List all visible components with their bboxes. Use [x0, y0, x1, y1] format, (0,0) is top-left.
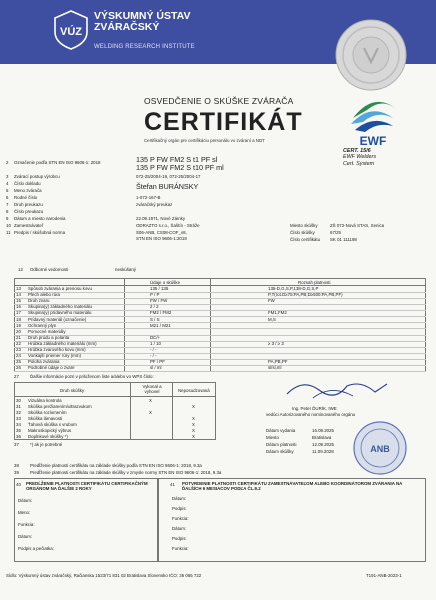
- test-row-not-tested: X: [192, 434, 195, 439]
- table-row-label: Skupina(y) základného materiálu: [28, 304, 92, 310]
- test-row-label: Makroskopický výbrus: [28, 428, 72, 433]
- field-label: Označenie podľa STN EN ISO 9606-1: 2018: [14, 160, 101, 165]
- confirmation-num: 41: [170, 482, 175, 487]
- confirmation-field-label: Podpis:: [172, 536, 187, 541]
- employer-value: ODRAZTO s.r.o., Šaštín - Stráže: [136, 223, 200, 228]
- table-row-rule: [14, 365, 426, 366]
- table-row-test: M21 / M21: [150, 322, 171, 328]
- table-row-num: 21: [16, 334, 21, 340]
- orig-value: 11.09.2028: [312, 449, 334, 454]
- valid-value: 12.09.2025: [312, 442, 334, 447]
- field-num: 9: [6, 216, 9, 221]
- institute-line1: VÝSKUMNÝ ÚSTAV: [94, 10, 191, 22]
- tests-header-rule: [14, 396, 216, 397]
- field-num: 11: [6, 230, 11, 235]
- tests-divider: [130, 382, 131, 440]
- table-row-test: - / -: [150, 353, 157, 359]
- table-head-test: Údaje o skúške: [150, 280, 181, 285]
- field-num: 8: [6, 209, 9, 214]
- tests-note: *) ak je potrebné: [30, 442, 63, 447]
- test-row-num: 31: [16, 404, 21, 409]
- field-num: 3: [6, 174, 9, 179]
- field-num: 4: [6, 181, 9, 186]
- field-num: 10: [6, 223, 11, 228]
- test-row-label: Vizuálna kontrola: [28, 398, 62, 403]
- table-row-test: - / -: [150, 347, 157, 352]
- table-row-range: PA,PB,PF: [268, 359, 288, 365]
- test-row-label: Ťahová skúška s vrubom: [28, 422, 77, 427]
- test-row-num: 33: [16, 416, 21, 421]
- confirmation-field-label: Dátum:: [172, 526, 187, 531]
- norm-value-1: S06-ANB, CS08-COF_v8,: [136, 230, 187, 235]
- field-num: 6: [6, 195, 9, 200]
- confirmation-field-label: Dátum:: [172, 496, 187, 501]
- extension-num: 40: [16, 482, 21, 487]
- certificate-title: CERTIFIKÁT: [144, 108, 303, 136]
- table-row-label: Skupina(y) prídavného materiálu: [28, 310, 92, 316]
- test-row-label: Skúška rozlomením: [28, 410, 67, 415]
- welder-name: Štefan BURÁNSKY: [136, 182, 199, 191]
- place-value: Bratislava: [312, 435, 332, 440]
- table-row-rule: [14, 298, 426, 299]
- extension-field-label: Funkcia:: [18, 522, 35, 527]
- table-row-label: Ochranný plyn: [28, 322, 57, 328]
- test-place-value: ZŠ 072-Nová STAS, Senica: [330, 223, 385, 228]
- table-row-test: 2 / 2: [150, 304, 159, 310]
- table-row-num: 18: [16, 316, 21, 322]
- ewf-line1: EWF Welders: [343, 154, 377, 161]
- table-row-range: sl/sl,ml: [268, 365, 282, 371]
- table-row-label: Druh zvaru: [28, 298, 50, 304]
- footer-address: Sídlo: Výskumný ústav zváračský, Račianska 1523/71 831 02 Bratislava Slovensko IČO: 36 065 722: [6, 573, 202, 578]
- ewf-line2: Cert. System: [343, 160, 375, 167]
- test-no-label: Číslo skúšky: [290, 230, 315, 235]
- table-row-test: sl / ml: [150, 365, 162, 371]
- test-row-num: 30: [16, 398, 21, 403]
- table-row-range: FW: [268, 298, 275, 304]
- table-row-test: S / S: [150, 316, 160, 322]
- test-place-label: Miesto skúšky: [290, 223, 318, 228]
- ewf-logo: [343, 90, 403, 148]
- ewf-logo-text: EWF: [359, 134, 387, 148]
- test-row-num: 35: [16, 428, 21, 433]
- field-label: Rodné číslo: [14, 195, 38, 200]
- institute-subtitle: WELDING RESEARCH INSTITUTE: [94, 44, 195, 50]
- knowledge-num: 12: [18, 267, 23, 272]
- certificate-description: Certifikačný orgán pre certifikáciu personálu vo zváraní a NDT: [144, 138, 265, 143]
- table-row-rule: [14, 335, 426, 336]
- table-head-range: Rozsah platnosti: [298, 280, 331, 285]
- validity-num2: 39: [14, 470, 19, 475]
- tests-head-done: Vykonal a vyhovel: [142, 384, 162, 394]
- designation-line2: 135 P FW FM2 S t10 PF ml: [136, 163, 224, 172]
- table-row-num: 23: [16, 347, 21, 352]
- footer-code: T191-ANB-2023-1: [366, 573, 402, 578]
- table-row-label: Vonkajší priemer rúry (mm): [28, 353, 81, 359]
- table-row-range: M,S: [268, 316, 276, 322]
- test-row-num: 36: [16, 434, 21, 439]
- cert-no-label: Číslo certifikátu: [290, 237, 321, 242]
- test-row-label: Skúška lámavosti: [28, 416, 63, 421]
- table-row-num: 24: [16, 353, 21, 359]
- tests-divider: [172, 382, 173, 440]
- table-row-num: 13: [16, 286, 21, 291]
- table-row-label: Druh prúdu a polarita: [28, 334, 70, 340]
- test-no-value: 67/25: [330, 230, 341, 235]
- table-row-test: P / P: [150, 292, 160, 298]
- confirmation-field-label: Funkcia:: [172, 516, 189, 521]
- cert-no-value: SK 01 111198: [330, 237, 357, 242]
- table-row-num: 14: [16, 292, 21, 298]
- table-row-rule: [14, 328, 426, 329]
- field-label: Zvárací postup výrobcu: [14, 174, 60, 179]
- validity-text2: Predĺženie platnosti certifikátu na základe skúšky v zmysle normy STN EN ISO 9606-1: 2018, 9.3a: [30, 470, 222, 475]
- test-row-not-tested: X: [192, 404, 195, 409]
- ewf-cert-number: CERT. 15/6: [343, 148, 371, 154]
- anb-stamp-text: ANB: [370, 444, 390, 454]
- ewf-caption: [343, 148, 376, 167]
- place-label: Miesto: [266, 435, 279, 440]
- table-row-test: PF / PF: [150, 359, 165, 365]
- extension-field-label: Meno:: [18, 510, 31, 515]
- table-row-range: ≥ 3 / ≥ 3: [268, 340, 284, 346]
- table-row-rule: [14, 359, 426, 360]
- norm-value-2: STN EN ISO 9606-1:2018: [136, 236, 187, 241]
- test-row-not-tested: X: [192, 428, 195, 433]
- extension-field-label: Podpis a pečiatka:: [18, 546, 54, 551]
- ext-note-num: 27: [14, 374, 19, 379]
- field-label: Číslo preukazu: [14, 209, 44, 214]
- issue-date-label: Dátum vydania: [266, 428, 296, 433]
- institute-name: [94, 11, 190, 33]
- extension-field-label: Dátum:: [18, 498, 33, 503]
- knowledge-value: neskúšaný: [115, 267, 136, 272]
- table-row-label: Hrúbka zvarového kovu (mm): [28, 347, 86, 352]
- table-row-num: 22: [16, 340, 21, 346]
- extension-field-label: Dátum:: [18, 534, 33, 539]
- field-label: Číslo dokladu: [14, 181, 41, 186]
- table-row-label: Hrúbka základného materiálu (mm): [28, 340, 97, 346]
- signatory-role: vedúci Autorizovaného nominovaného orgánu: [266, 412, 356, 417]
- valid-label: Dátum platnosti: [266, 442, 297, 447]
- vuz-logo: [53, 10, 89, 50]
- validity-num: 38: [14, 463, 19, 468]
- card-type-value: zváračský preukaz: [136, 202, 173, 207]
- table-row-num: 25: [16, 359, 21, 365]
- field-num: 7: [6, 202, 9, 207]
- wps-value: 072-25/2004-19, 072-25/2004-17: [136, 174, 201, 179]
- table-row-test: FW / FW: [150, 298, 168, 304]
- field-label: Dátum a miesto narodenia: [14, 216, 66, 221]
- tests-head-nottested: Neposudzovaná: [178, 388, 210, 393]
- table-row-rule: [14, 292, 426, 293]
- table-row-range: P,T(rot.D≥75:PA,PB;D≥500:PA,PB,PF): [268, 292, 343, 298]
- table-row-range: 135-D,G,S,P,138-D,G,S,P: [268, 286, 319, 291]
- anb-stamp: [352, 420, 408, 476]
- table-row-label: Podrobné údaje o zvare: [28, 365, 75, 371]
- signature-image: [283, 372, 393, 408]
- table-row-label: Poloha zvárania: [28, 359, 60, 365]
- table-row-rule: [14, 322, 426, 323]
- table-row-num: 20: [16, 328, 21, 334]
- table-row-label: Spôsob zvárania a prenosu kovu: [28, 286, 92, 291]
- table-row-num: 15: [16, 298, 21, 304]
- test-row-num: 32: [16, 410, 21, 415]
- table-row-label: Prídavný materiál (označenie): [28, 316, 87, 322]
- test-row-num: 34: [16, 422, 21, 427]
- table-row-num: 26: [16, 365, 21, 371]
- tests-head-kind: Druh skúšky: [60, 388, 85, 393]
- vuz-logo-text: VÚZ: [60, 26, 82, 38]
- table-row-test: FM2 / FM2: [150, 310, 172, 316]
- test-row-not-tested: X: [192, 416, 195, 421]
- field-num: 2: [6, 160, 9, 165]
- test-row-label: Skúška prežiarením/ultrazvukom: [28, 404, 92, 409]
- designation-line1: 135 P FW FM2 S t1 PF sl: [136, 155, 218, 164]
- extension-title: PREDĹŽENIE PLATNOSTI CERTIFIKÁTU CERTIFIKAČNÝM ORGÁNOM NA ĎALŠIE 2 ROKY: [26, 481, 148, 491]
- certificate-subtitle: OSVEDČENIE O SKÚŠKE ZVÁRAČA: [144, 96, 294, 106]
- birth-value: 22.09.1971, Nové Zámky: [136, 216, 186, 221]
- embossed-seal: [334, 18, 408, 92]
- field-num: 5: [6, 188, 9, 193]
- institute-line2: ZVÁRAČSKÝ: [94, 21, 160, 33]
- id-number-value: 1-072-167-B: [136, 195, 161, 200]
- field-label: Druh preukazu: [14, 202, 43, 207]
- table-row-test: DC/+: [150, 334, 161, 340]
- table-row-label: Plech alebo rúra: [28, 292, 60, 298]
- confirmation-field-label: Funkcia:: [172, 546, 189, 551]
- table-row-num: 17: [16, 310, 21, 316]
- validity-text: Predĺženie platnosti certifikátu na základe skúšky podľa STN EN ISO 9606-1: 2018, 9.3a: [30, 463, 202, 468]
- table-row-num: 19: [16, 322, 21, 328]
- test-row-not-tested: X: [192, 422, 195, 427]
- table-row-range: FM1,FM2: [268, 310, 287, 316]
- ext-note-text: Ďalšie informácie pozri v priloženom liste a/alebo vo WPS číslo:: [30, 374, 154, 379]
- orig-label: Dátum skúšky: [266, 449, 294, 454]
- test-row-done: X: [149, 398, 152, 403]
- table-row-num: 16: [16, 304, 21, 310]
- field-label: Zamestnávateľ: [14, 223, 44, 228]
- table-row-label: Pomocné materiály: [28, 328, 66, 334]
- knowledge-label: Odborné vedomosti: [30, 267, 69, 272]
- field-label: Meno zvárača: [14, 188, 42, 193]
- table-row-test: 135 / 135: [150, 286, 169, 291]
- field-label: Predpis / skúšobná norma: [14, 230, 66, 235]
- test-row-done: X: [149, 410, 152, 415]
- confirmation-field-label: Podpis:: [172, 506, 187, 511]
- signatory-name: Ing. Peter ĎURÍK, IWE: [292, 406, 337, 411]
- confirmation-title: POTVRDENIE PLATNOSTI CERTIFIKÁTU ZAMESTNÁVATEĽOM ALEBO KOORDINÁTOROM ZVÁRANIA NA ĎALŠÍCH 6 MESIACOV PODĽA ČL.9.2: [182, 481, 403, 491]
- tests-note-num: 37: [14, 442, 19, 447]
- table-row-test: 1 / 10: [150, 340, 161, 346]
- issue-date-value: 16.09.2025: [312, 428, 334, 433]
- test-row-label: Doplnkové skúšky *): [28, 434, 68, 439]
